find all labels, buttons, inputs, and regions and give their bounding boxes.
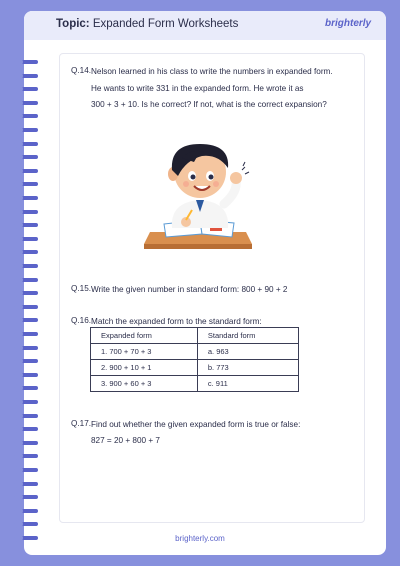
binding-ring bbox=[14, 480, 38, 488]
brand-logo[interactable] bbox=[325, 18, 371, 29]
binding-ring bbox=[14, 344, 38, 352]
binding-ring bbox=[14, 466, 38, 474]
binding-ring bbox=[14, 180, 38, 188]
table-header-cell: Expanded form bbox=[91, 328, 198, 344]
binding-ring bbox=[14, 58, 38, 66]
q14-line-3: 300 + 3 + 10. Is he correct? If not, what is the correct expansion? bbox=[91, 100, 327, 109]
binding-ring bbox=[14, 248, 38, 256]
binding-ring bbox=[14, 85, 38, 93]
boy-studying-illustration bbox=[142, 140, 260, 252]
binding-ring bbox=[14, 140, 38, 148]
table-row bbox=[91, 376, 299, 392]
binding-ring bbox=[14, 330, 38, 338]
table-cell: b. 773 bbox=[197, 360, 298, 376]
binding-ring bbox=[14, 126, 38, 134]
binding-ring bbox=[14, 194, 38, 202]
matching-table bbox=[90, 327, 299, 392]
binding-ring bbox=[14, 507, 38, 515]
binding-ring bbox=[14, 452, 38, 460]
topic-title: Expanded Form Worksheets bbox=[92, 18, 239, 30]
binding-ring bbox=[14, 221, 38, 229]
binding-ring bbox=[14, 412, 38, 420]
binding-ring bbox=[14, 425, 38, 433]
table-header-cell: Standard form bbox=[197, 328, 298, 344]
binding-ring bbox=[14, 371, 38, 379]
table-row bbox=[91, 360, 299, 376]
binding-ring bbox=[14, 276, 38, 284]
binding-ring bbox=[14, 289, 38, 297]
binding-ring bbox=[14, 493, 38, 501]
binding-ring bbox=[14, 303, 38, 311]
q17-expression: 827 = 20 + 800 + 7 bbox=[91, 436, 160, 445]
footer-site-link[interactable]: brighterly.com bbox=[175, 534, 225, 543]
binding-ring bbox=[14, 99, 38, 107]
q15-number: Q.15. bbox=[71, 284, 92, 293]
q17-number: Q.17. bbox=[71, 419, 92, 428]
q14-line-1: Nelson learned in his class to write the numbers in expanded form. bbox=[91, 67, 333, 76]
topic-label: Topic: bbox=[56, 18, 90, 30]
table-cell: a. 963 bbox=[197, 344, 298, 360]
q14-line-2: He wants to write 331 in the expanded form. He wrote it as bbox=[91, 84, 304, 93]
binding-ring bbox=[14, 520, 38, 528]
q17-text: Find out whether the given expanded form is true or false: bbox=[91, 420, 301, 429]
table-header-row bbox=[91, 328, 299, 344]
binding-ring bbox=[14, 357, 38, 365]
binding-ring bbox=[14, 384, 38, 392]
logo-text: brighterly bbox=[325, 18, 372, 29]
q14-number: Q.14. bbox=[71, 66, 92, 75]
q16-number: Q.16. bbox=[71, 316, 92, 325]
binding-ring bbox=[14, 167, 38, 175]
binding-ring bbox=[14, 316, 38, 324]
binding-ring bbox=[14, 235, 38, 243]
binding-ring bbox=[14, 112, 38, 120]
binding-ring bbox=[14, 398, 38, 406]
table-cell: 3. 900 + 60 + 3 bbox=[91, 376, 198, 392]
binding-ring bbox=[14, 208, 38, 216]
table-cell: c. 911 bbox=[197, 376, 298, 392]
binding-ring bbox=[14, 262, 38, 270]
table-row bbox=[91, 344, 299, 360]
binding-ring bbox=[14, 153, 38, 161]
q16-text: Match the expanded form to the standard form: bbox=[91, 317, 262, 326]
table-cell: 1. 700 + 70 + 3 bbox=[91, 344, 198, 360]
table-cell: 2. 900 + 10 + 1 bbox=[91, 360, 198, 376]
page-title bbox=[56, 18, 238, 30]
q15-text: Write the given number in standard form: 800 + 90 + 2 bbox=[91, 285, 288, 294]
binding-ring bbox=[14, 439, 38, 447]
binding-ring bbox=[14, 72, 38, 80]
